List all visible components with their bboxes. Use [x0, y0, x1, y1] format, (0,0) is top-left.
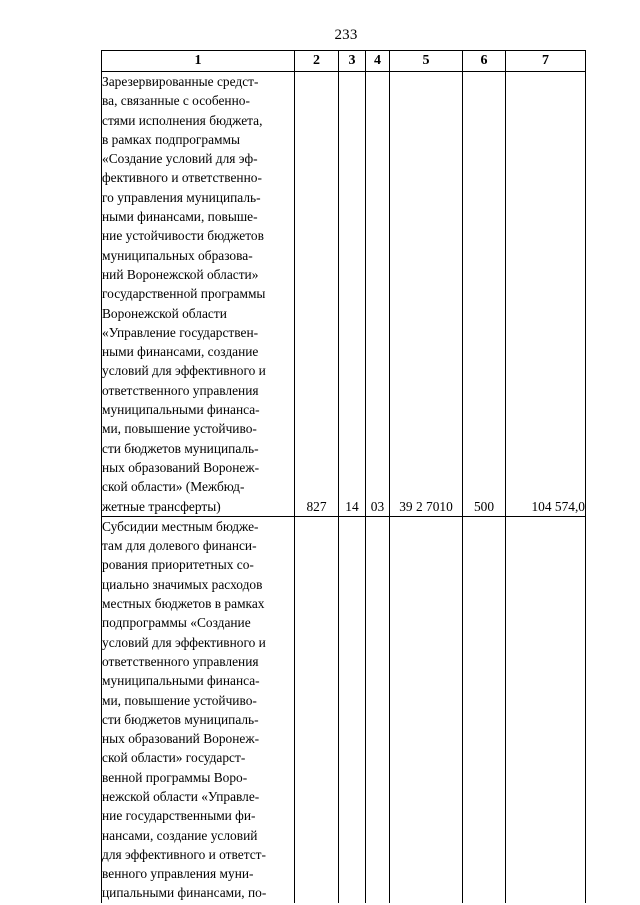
- description-line: муниципальными финанса-: [102, 673, 260, 689]
- budget-table: [101, 50, 586, 903]
- description-line: ской области» государст-: [102, 750, 246, 766]
- description-line: там для долевого финанси-: [102, 538, 257, 554]
- description-line: ответственного управления: [102, 382, 259, 398]
- description-line: «Создание условий для эф-: [102, 151, 258, 167]
- description-line: ми, повышение устойчиво-: [102, 692, 257, 708]
- row-col-6: [463, 516, 506, 902]
- row-col-3: 14: [339, 72, 366, 517]
- header-col-2: 2: [295, 51, 339, 72]
- description-line: циально значимых расходов: [102, 576, 263, 592]
- description-line: муниципальных образова-: [102, 247, 253, 263]
- description-line: рования приоритетных со-: [102, 557, 254, 573]
- row-col-5: 39 2 7010: [390, 72, 463, 517]
- table-row: [102, 516, 586, 902]
- description-line: ответственного управления: [102, 653, 259, 669]
- row-col-7: [506, 516, 586, 902]
- row-col-4: 03: [366, 72, 390, 517]
- row-col-4: [366, 516, 390, 902]
- description-line: Субсидии местным бюдже-: [102, 518, 259, 534]
- description-line: ний Воронежской области»: [102, 266, 259, 282]
- header-col-6: 6: [463, 51, 506, 72]
- row-col-3: [339, 516, 366, 902]
- table-row: [102, 72, 586, 517]
- row-col-5: [390, 516, 463, 902]
- description-line: ми, повышение устойчиво-: [102, 421, 257, 437]
- description-line: го управления муниципаль-: [102, 189, 261, 205]
- description-line: ва, связанные с особенно-: [102, 93, 250, 109]
- description-line: для эффективного и ответст-: [102, 846, 266, 862]
- row-col-6: 500: [463, 72, 506, 517]
- description-line: ние государственными фи-: [102, 808, 256, 824]
- description-line: ние устойчивости бюджетов: [102, 228, 264, 244]
- description-line: ных образований Воронеж-: [102, 459, 260, 475]
- description-line: ными финансами, создание: [102, 344, 259, 360]
- description-line: ской области» (Межбюд-: [102, 479, 245, 495]
- row-col-2: [295, 516, 339, 902]
- header-col-5: 5: [390, 51, 463, 72]
- description-line: сти бюджетов муниципаль-: [102, 440, 259, 456]
- header-row: [102, 51, 586, 72]
- header-col-1: 1: [102, 51, 295, 72]
- header-col-3: 3: [339, 51, 366, 72]
- description-line: государственной программы: [102, 286, 266, 302]
- description-line: условий для эффективного и: [102, 634, 266, 650]
- description-line: Зарезервированные средст-: [102, 74, 259, 89]
- description-line: местных бюджетов в рамках: [102, 596, 265, 612]
- description-line: «Управление государствен-: [102, 324, 259, 340]
- description-line: нежской области «Управле-: [102, 788, 260, 804]
- description-line: фективного и ответственно-: [102, 170, 262, 186]
- description-line: ными финансами, повыше-: [102, 209, 258, 225]
- description-line: нансами, создание условий: [102, 827, 258, 843]
- row-description: [102, 72, 295, 517]
- description-line: в рамках подпрограммы: [102, 131, 240, 147]
- description-line: жетные трансферты): [102, 498, 221, 514]
- page-number: 233: [334, 27, 358, 43]
- description-line: подпрограммы «Создание: [102, 615, 251, 631]
- description-line: Воронежской области: [102, 305, 227, 321]
- header-col-7: 7: [506, 51, 586, 72]
- description-line: ципальными финансами, по-: [102, 885, 267, 901]
- description-line: условий для эффективного и: [102, 363, 266, 379]
- description-line: венной программы Воро-: [102, 769, 248, 785]
- description-line: стями исполнения бюджета,: [102, 112, 263, 128]
- row-description: [102, 516, 295, 902]
- description-line: муниципальными финанса-: [102, 402, 260, 418]
- description-line: ных образований Воронеж-: [102, 731, 260, 747]
- description-line: сти бюджетов муниципаль-: [102, 711, 259, 727]
- row-col-2: 827: [295, 72, 339, 517]
- row-col-7: 104 574,0: [506, 72, 586, 517]
- header-col-4: 4: [366, 51, 390, 72]
- description-line: венного управления муни-: [102, 866, 254, 882]
